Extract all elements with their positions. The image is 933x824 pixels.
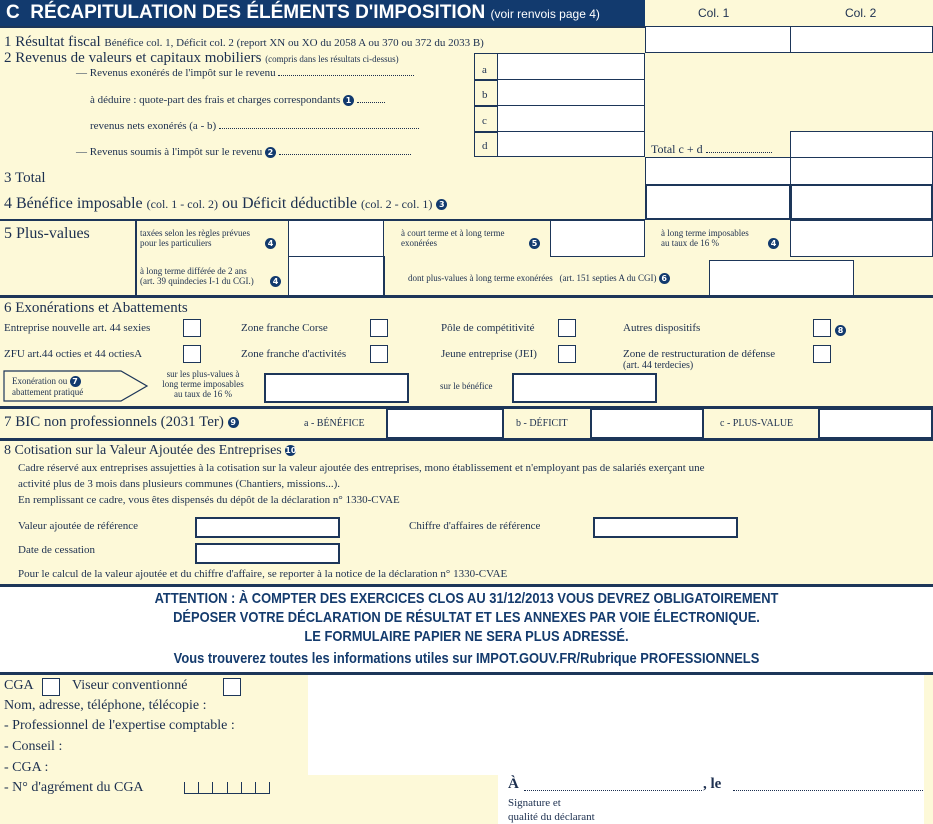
dc-label: Date de cessation bbox=[18, 544, 95, 556]
line3-col2-input[interactable] bbox=[790, 157, 933, 185]
agrement-label: - N° d'agrément du CGA bbox=[4, 780, 144, 795]
line5-a-input[interactable] bbox=[288, 220, 384, 257]
ca-label: Chiffre d'affaires de référence bbox=[409, 520, 541, 532]
place-label: À bbox=[508, 776, 519, 792]
divider bbox=[135, 220, 137, 296]
dc-input[interactable] bbox=[195, 543, 340, 564]
divider bbox=[383, 256, 385, 296]
line6-checkbox-2[interactable] bbox=[370, 319, 388, 337]
line6-item-2: Zone franche Corse bbox=[241, 322, 328, 334]
line6-checkbox-4[interactable] bbox=[813, 319, 831, 337]
line5-c-label: à long terme imposables au taux de 16 % bbox=[661, 228, 749, 248]
line6-checkbox-1[interactable] bbox=[183, 319, 201, 337]
line4-col2-input[interactable] bbox=[790, 184, 933, 220]
col1-header: Col. 1 bbox=[698, 6, 730, 20]
line5-e-input[interactable] bbox=[709, 260, 854, 296]
exoneration-label: Exonération ou 7 abattement pratiqué bbox=[12, 376, 84, 398]
line7-c-input[interactable] bbox=[818, 408, 933, 439]
total-cd-input[interactable] bbox=[790, 131, 933, 158]
line6-item-4: Autres dispositifs bbox=[623, 322, 701, 334]
divider bbox=[0, 438, 933, 441]
line7-label: 7 BIC non professionnels (2031 Ter) 9 bbox=[4, 414, 239, 431]
line5-label: 5 Plus-values bbox=[4, 225, 90, 242]
divider bbox=[474, 131, 498, 133]
attention-line-4: Vous trouverez toutes les informations utiles sur IMPOT.GOUV.FR/Rubrique PROFESSIONNELS bbox=[173, 650, 760, 667]
attention-line-2: DÉPOSER VOTRE DÉCLARATION DE RÉSULTAT ET LES ANNEXES PAR VOIE ÉLECTRONIQUE. bbox=[173, 609, 760, 626]
agrement-input[interactable] bbox=[184, 782, 270, 794]
nom-label: Nom, adresse, téléphone, télécopie : bbox=[4, 698, 207, 713]
attention-line-3: LE FORMULAIRE PAPIER NE SERA PLUS ADRESSÉ. bbox=[304, 628, 629, 645]
line7-b-label: b - DÉFICIT bbox=[516, 418, 568, 429]
line3-label: 3 Total bbox=[4, 170, 46, 186]
line6-item-1: Entreprise nouvelle art. 44 sexies bbox=[4, 322, 151, 334]
line5-b-ref: 5 bbox=[529, 234, 540, 252]
line5-a-label: taxées selon les règles prévues pour les particuliers bbox=[140, 228, 250, 248]
line4-label: 4 Bénéfice imposable (col. 1 - col. 2) ou Déficit déductible (col. 2 - col. 1) 3 bbox=[4, 195, 447, 213]
line7-a-label: a - BÉNÉFICE bbox=[304, 418, 365, 429]
line5-d-label: à long terme différée de 2 ans (art. 39 quindecies I-1 du CGI.) bbox=[140, 266, 254, 286]
attention-line-1: ATTENTION : À COMPTER DES EXERCICES CLOS AU 31/12/2013 VOUS DEVREZ OBLIGATOIREMENT bbox=[154, 590, 779, 607]
line7-a-input[interactable] bbox=[386, 408, 504, 439]
line2-row-d: — Revenus soumis à l'impôt sur le revenu 2 bbox=[76, 146, 411, 158]
line6-checkbox-5[interactable] bbox=[183, 345, 201, 363]
line5-e-label: dont plus-values à long terme exonérées (art. 151 septies A du CGI) 6 bbox=[408, 273, 670, 284]
line2-label: 2 Revenus de valeurs et capitaux mobiliers (compris dans les résultats ci-dessus) bbox=[4, 50, 399, 66]
line8-p2: activité plus de 3 mois dans plusieurs communes (Chantiers, missions...). bbox=[18, 478, 341, 490]
line1-col2-input[interactable] bbox=[790, 26, 933, 53]
line2-letter-a: a bbox=[482, 64, 487, 76]
line6-item-8: Zone de restructuration de défense bbox=[623, 348, 776, 360]
cga2-label: - CGA : bbox=[4, 760, 49, 775]
viseur-checkbox[interactable] bbox=[223, 678, 241, 696]
divider bbox=[474, 79, 498, 81]
line6-item-6: Zone franche d'activités bbox=[241, 348, 347, 360]
line2-row-b: à déduire : quote-part des frais et charges correspondants 1 bbox=[90, 94, 385, 106]
line6-label: 6 Exonérations et Abattements bbox=[4, 300, 188, 316]
pro-label: - Professionnel de l'expertise comptable : bbox=[4, 718, 235, 733]
line2-c-input[interactable] bbox=[497, 105, 645, 132]
line2-a-input[interactable] bbox=[497, 53, 645, 80]
line2-row-c: revenus nets exonérés (a - b) bbox=[90, 120, 419, 132]
section-note: (voir renvois page 4) bbox=[490, 7, 600, 21]
conseil-label: - Conseil : bbox=[4, 739, 63, 754]
date-label: , le bbox=[703, 776, 722, 792]
signature-label-2: qualité du déclarant bbox=[508, 811, 595, 823]
line6-item-7: Jeune entreprise (JEI) bbox=[441, 348, 537, 360]
col2-header: Col. 2 bbox=[845, 6, 877, 20]
line1-col1-input[interactable] bbox=[645, 26, 791, 53]
line5-b-label: à court terme et à long terme exonérées bbox=[401, 228, 505, 248]
line8-p3: En remplissant ce cadre, vous êtes dispensés du dépôt de la déclaration n° 1330-CVAE bbox=[18, 494, 400, 506]
line2-letter-c: c bbox=[482, 115, 487, 127]
line5-c-input[interactable] bbox=[790, 220, 933, 257]
line2-d-input[interactable] bbox=[497, 131, 645, 157]
line3-col1-input[interactable] bbox=[645, 157, 791, 185]
va-label: Valeur ajoutée de référence bbox=[18, 520, 139, 532]
ca-input[interactable] bbox=[593, 517, 738, 538]
line6-item-5: ZFU art.44 octies et 44 octiesA bbox=[4, 348, 143, 360]
line5-d-ref: 4 bbox=[270, 272, 281, 290]
line7-c-label: c - PLUS-VALUE bbox=[720, 418, 794, 429]
date-input[interactable] bbox=[733, 789, 923, 791]
cga-label: CGA bbox=[4, 678, 34, 693]
line5-d-input[interactable] bbox=[288, 256, 384, 296]
line6-checkbox-3[interactable] bbox=[558, 319, 576, 337]
total-cd-label: Total c + d bbox=[651, 142, 772, 157]
line6-autres-ref: 8 bbox=[835, 321, 846, 339]
divider bbox=[0, 295, 933, 298]
line1-label: 1 Résultat fiscal Bénéfice col. 1, Déficit col. 2 (report XN ou XO du 2058 A ou 370 ou 372 du 2033 B) bbox=[4, 34, 484, 50]
line5-c-ref: 4 bbox=[768, 234, 779, 252]
line4-col1-input[interactable] bbox=[645, 184, 791, 220]
signature-area-left-pad bbox=[308, 775, 498, 824]
exo-pv-input[interactable] bbox=[264, 373, 409, 403]
line8-note: Pour le calcul de la valeur ajoutée et du chiffre d'affaire, se reporter à la notice de la déclaration n° 1330-CVAE bbox=[18, 568, 508, 580]
line2-b-input[interactable] bbox=[497, 79, 645, 106]
va-input[interactable] bbox=[195, 517, 340, 538]
line6-zrd-art: (art. 44 terdecies) bbox=[623, 360, 694, 371]
line5-b-input[interactable] bbox=[550, 220, 645, 257]
line6-item-3: Pôle de compétitivité bbox=[441, 322, 535, 334]
exo-benef-input[interactable] bbox=[512, 373, 657, 403]
cga-checkbox[interactable] bbox=[42, 678, 60, 696]
viseur-label: Viseur conventionné bbox=[72, 678, 188, 693]
line6-checkbox-6[interactable] bbox=[370, 345, 388, 363]
line8-p1: Cadre réservé aux entreprises assujetties à la cotisation sur la valeur ajoutée des entreprises, mono établissement et n'employant pas de salariés exerçant une bbox=[18, 462, 705, 474]
line6-checkbox-7[interactable] bbox=[558, 345, 576, 363]
exo-benef-label: sur le bénéfice bbox=[440, 381, 493, 391]
exo-pv-label: sur les plus-values à long terme imposables au taux de 16 % bbox=[162, 369, 244, 399]
line8-label: 8 Cotisation sur la Valeur Ajoutée des Entreprises 10 bbox=[4, 443, 297, 458]
divider bbox=[474, 105, 498, 107]
line2-letter-b: b bbox=[482, 89, 488, 101]
section-title-text: RÉCAPITULATION DES ÉLÉMENTS D'IMPOSITION bbox=[30, 2, 486, 23]
line6-checkbox-8[interactable] bbox=[813, 345, 831, 363]
place-input[interactable] bbox=[524, 789, 702, 791]
line2-row-a: — Revenus exonérés de l'impôt sur le revenu bbox=[76, 67, 414, 79]
line2-letter-d: d bbox=[482, 140, 488, 152]
section-letter: C bbox=[6, 2, 20, 23]
line7-b-input[interactable] bbox=[590, 408, 704, 439]
signature-label-1: Signature et bbox=[508, 797, 561, 809]
section-title bbox=[6, 2, 600, 24]
line5-a-ref: 4 bbox=[265, 234, 276, 252]
